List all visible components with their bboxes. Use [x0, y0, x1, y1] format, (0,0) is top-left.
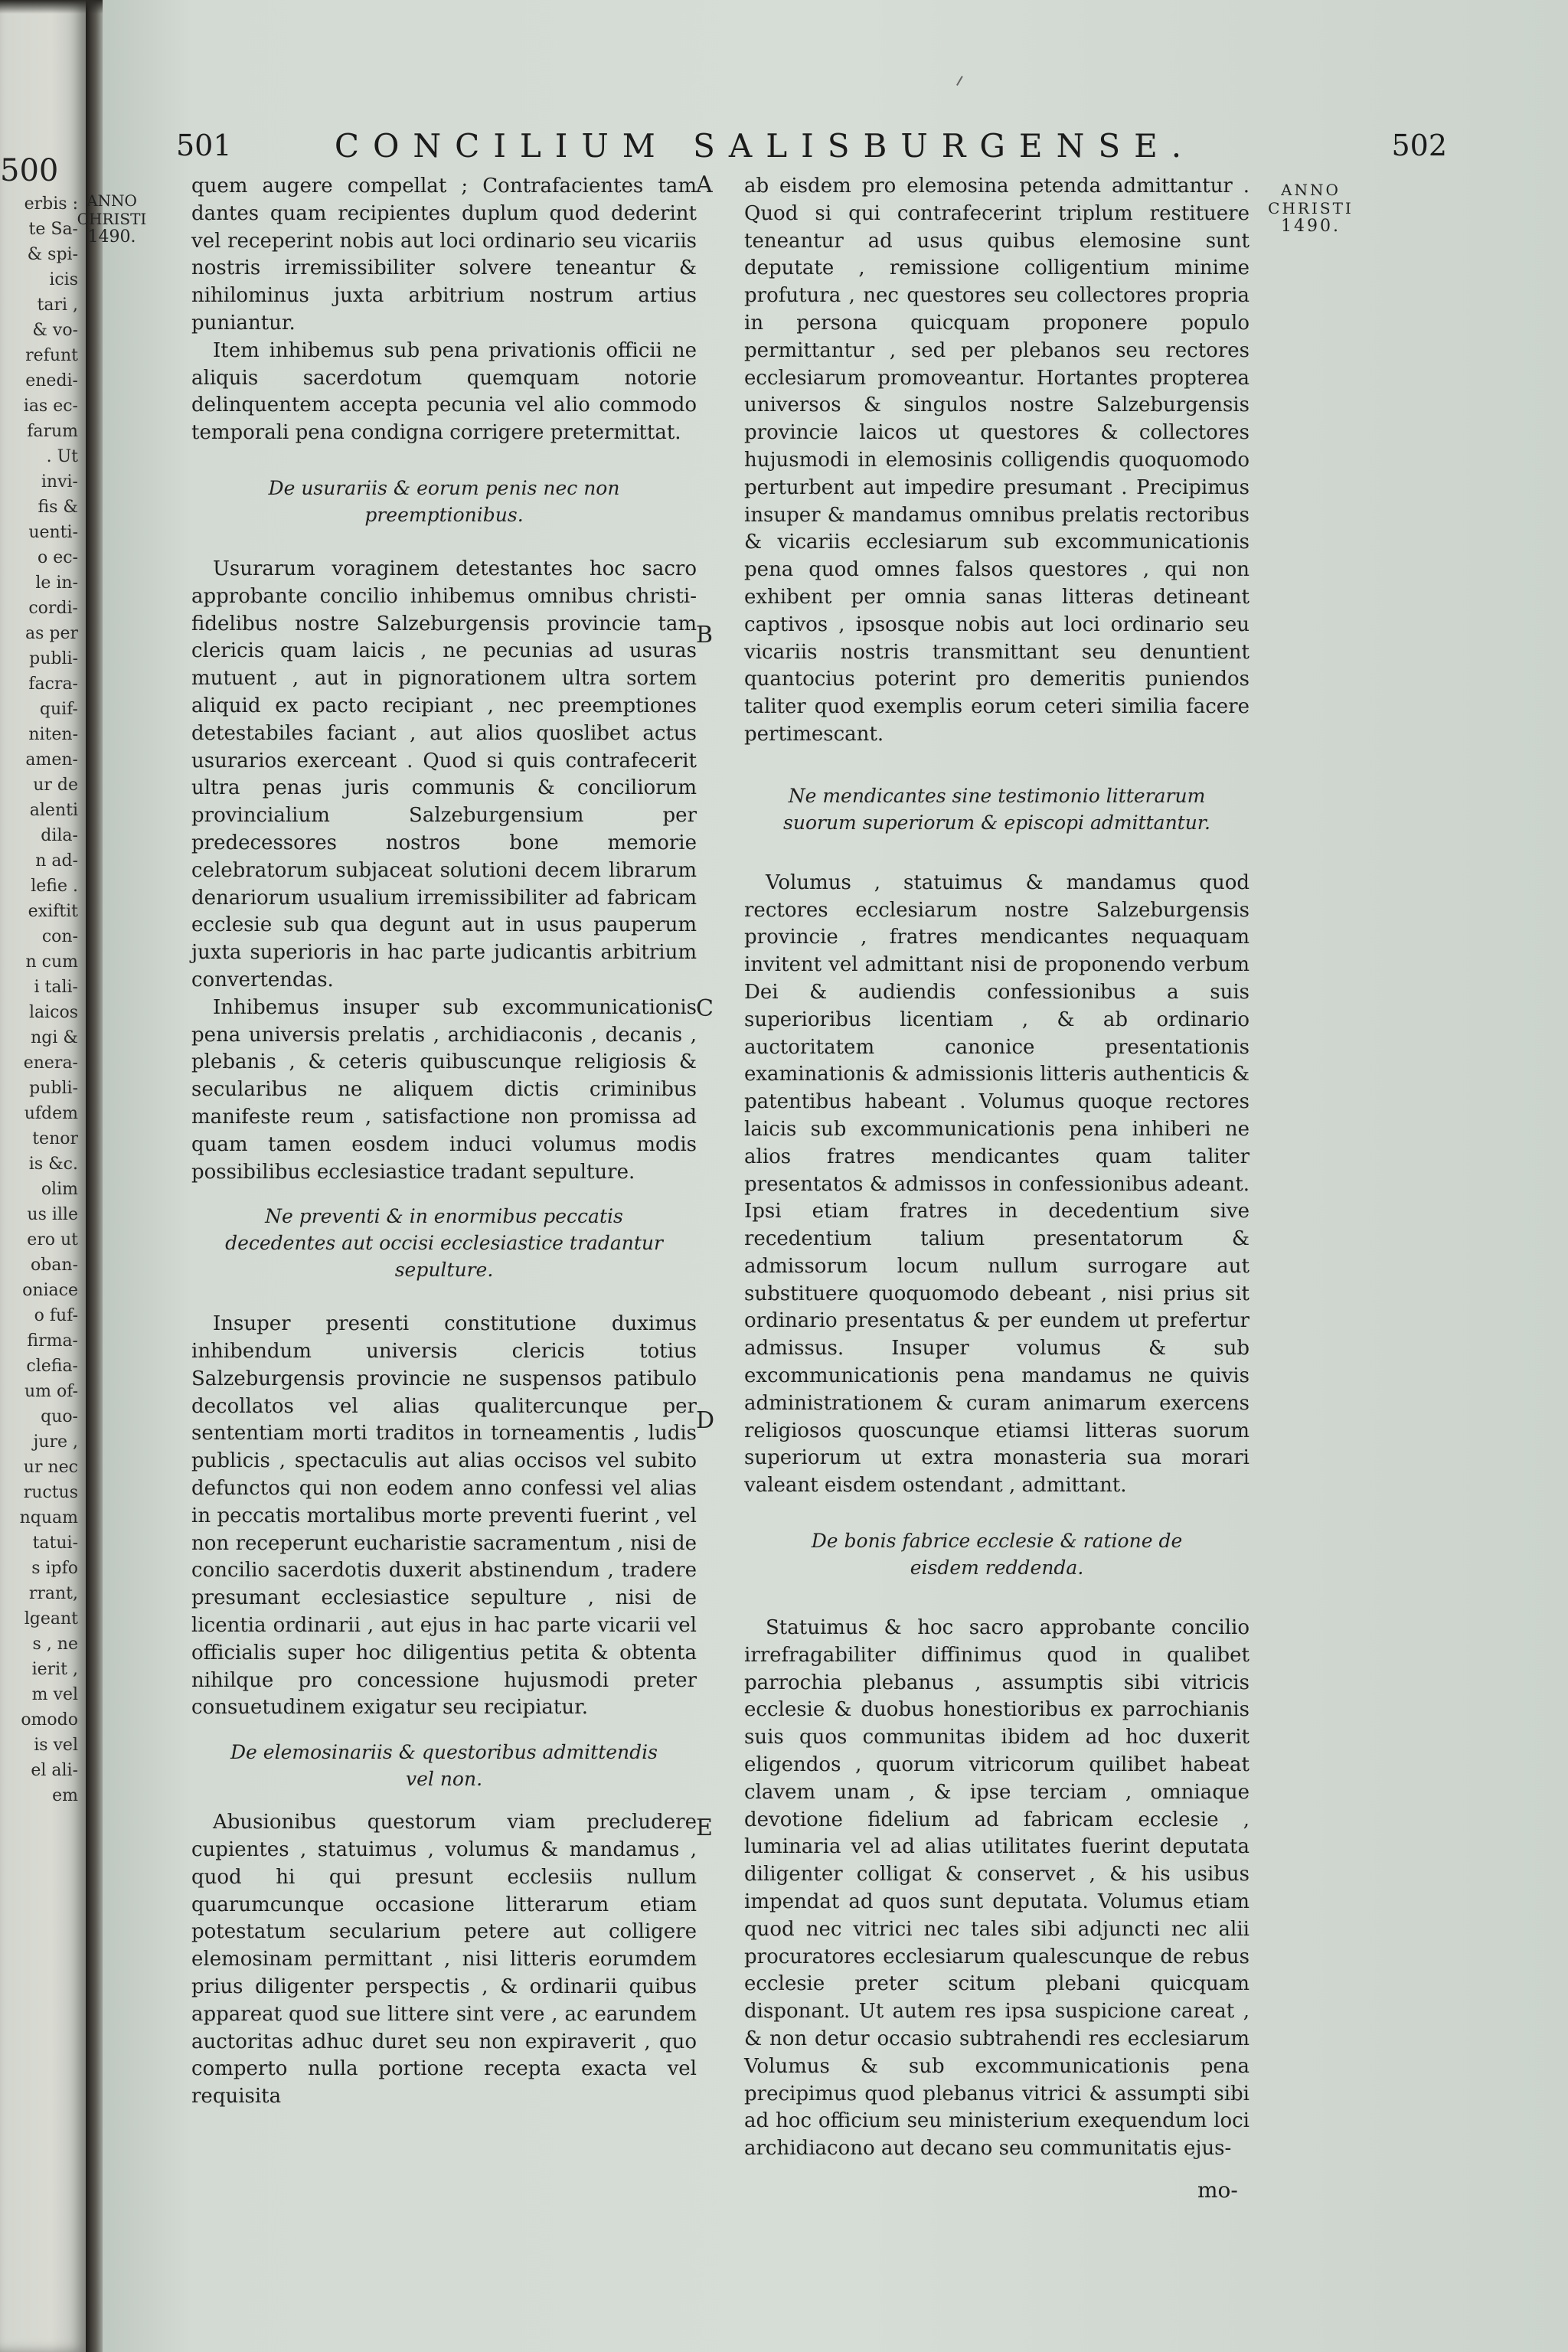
section-letter-e: E — [696, 1815, 713, 1841]
previous-page-fragment: ructus — [23, 1483, 78, 1502]
previous-page-fragment: fis & — [38, 498, 78, 517]
previous-page-fragment: invi- — [41, 472, 78, 492]
previous-page-fragment: clefia- — [26, 1357, 78, 1376]
running-head — [103, 122, 1568, 168]
running-title: CONCILIUM SALISBURGENSE. — [334, 127, 1196, 165]
previous-page-fragment: & vo- — [32, 321, 78, 340]
section-heading: De usurariis & eorum penis nec non preemptionibus. — [268, 476, 620, 526]
margin-note-right: ANNO CHRISTI 1490. — [1268, 181, 1354, 236]
catchword: mo- — [1197, 2177, 1238, 2203]
previous-page-fragment: oniace — [22, 1281, 78, 1300]
previous-page-fragment: niten- — [28, 725, 78, 744]
previous-page-fragment: el ali- — [31, 1761, 78, 1780]
previous-page-fragment: olim — [41, 1180, 78, 1199]
right-column — [744, 173, 1250, 2163]
section-heading: De bonis fabrice ecclesie & ratione de eisdem reddenda. — [811, 1530, 1183, 1579]
previous-page-fragment: refunt — [25, 346, 78, 365]
page — [77, 0, 1568, 2352]
previous-page-fragments — [2, 191, 78, 1808]
previous-page-fragment: as per — [24, 624, 78, 643]
previous-page-fragment: . Ut — [46, 447, 78, 466]
previous-page-fragment: & spi- — [27, 245, 78, 264]
section-heading: Ne preventi & in enormibus peccatis decedentes aut occisi ecclesiastice tradantur sepulture. — [225, 1205, 663, 1282]
previous-page-fragment: ur nec — [23, 1458, 78, 1477]
previous-page-fragment: m vel — [31, 1685, 78, 1704]
previous-page-fragment: te Sa- — [28, 220, 78, 239]
previous-page-fragment: alenti — [29, 801, 78, 820]
section-letter-c: C — [696, 995, 714, 1022]
section-heading: De elemosinariis & questoribus admittendis vel non. — [230, 1741, 658, 1791]
left-column — [191, 173, 697, 2111]
section-letter-a: A — [696, 172, 713, 198]
page-number-right: 502 — [1391, 129, 1447, 162]
previous-page-fragment: lefie . — [31, 877, 78, 896]
section-letter-d: D — [696, 1407, 715, 1434]
previous-page-fragment: tari , — [37, 296, 78, 315]
ink-mark — [956, 76, 967, 88]
paragraph: quem augere compellat ; Contrafacientes tam dantes quam recipientes duplum quod dederint vel receperint nobis aut loci ordinario seu vicariis nostris irremissibiliter solvere teneantur & nihilominus juxta arbitrium nostrum artius puniantur. — [191, 175, 697, 335]
previous-page-fragment: quif- — [39, 700, 78, 719]
previous-page-fragment: is &c. — [28, 1155, 78, 1174]
previous-page-fragment: uenti- — [28, 523, 78, 542]
paragraph: Volumus , statuimus & mandamus quod rectores ecclesiarum nostre Salzeburgensis provincie , fratres mendicantes nequaquam invitent vel admittant nisi de proponendo verbum Dei & audiendis confessionibus a suis superioribus licentiam , & ab ordinario auctoritatem canonice presentationis examinationis & admissionis litteris authenticis & patentibus habeant . Volumus quoque rectores laicis sub excommunicationis pena inhiberi ne alios fratres mendicantes quam taliter presentatos & admissos in confessionibus adeant. Ipsi etiam fratres in decedentium sive recedentium talium presentatorum & admissorum locum nullum surrogare aut substituere quoquomodo debeant , nisi prius sit ordinario presentatus & per eundem ut prefertur admissus. Insuper volumus & sub excommunicationis pena mandamus ne quivis administrationem & curam animarum exercens religiosos quoscunque etiamsi litteras suorum superiorum ut extra monasteria sua morari valeant eisdem ostendant , admittant. — [744, 871, 1250, 1498]
previous-page-fragment: ur de — [33, 776, 78, 795]
paragraph: Usurarum voraginem detestantes hoc sacro approbante concilio inhibemus omnibus christi-fidelibus nostre Salzeburgensis provincie tam clericis quam laicis , ne pecunias ad usuras mutuent , aut in pignorationem ultra sortem aliquid ex pacto recipiant , nec preemptiones detestabiles faciant , aut alios quoslibet actus usurarios exerceant . Quod si quis contrafecerit ultra penas juris communis & conciliorum provincialium Salzeburgensium per predecessores nostros bone memorie celebratorum subjaceat solutioni decem librarum denariorum usualium irremissibiliter ad fabricam ecclesie sub qua degunt aut in usus pauperum juxta superioris in hac parte judicantis arbitrium convertendas. — [191, 557, 697, 991]
previous-page-fragment: n cum — [25, 952, 78, 972]
paragraph: Insuper presenti constitutione duximus inhibendum universis clericis totius Salzeburgensis provincie ne suspensos patibulo decollatos vel alias qualitercunque per sententiam morti traditos in torneamentis , ludis publicis , spectaculis aut alias occisos vel subito defunctos qui non eodem anno confessi vel alias in peccatis mortalibus morte preventi fuerint , vel non receperunt eucharistie sacramentum , nisi de concilio sacerdotis duxerit abstinendum , tradere presumant ecclesiastice sepulture , nisi de licentia ordinarii , aut ejus in hac parte vicarii vel officialis super hoc diligentius petita & obtenta nihilque pro concessione hujusmodi preter consuetudinem exigatur seu recipiatur. — [191, 1312, 697, 1720]
previous-page-fragment: enera- — [23, 1054, 78, 1073]
previous-page-fragment: s , ne — [32, 1635, 78, 1654]
previous-page-fragment: ierit , — [31, 1660, 78, 1679]
previous-page-fragment: farum — [27, 422, 78, 441]
previous-page-fragment: firma- — [27, 1331, 78, 1351]
previous-page-fragment: ias ec- — [23, 397, 78, 416]
previous-page-fragment: exiftit — [28, 902, 78, 921]
previous-page-number: 500 — [0, 153, 59, 188]
previous-page-fragment: jure , — [33, 1432, 78, 1452]
previous-page-fragment: tenor — [32, 1129, 78, 1148]
previous-page-fragment: rrant, — [28, 1584, 78, 1603]
previous-page-fragment: o fuf- — [34, 1306, 78, 1325]
paragraph: Abusionibus questorum viam precludere cupientes , statuimus , volumus & mandamus , quod hi qui presunt ecclesiis nullum quarumcunque occasione litterarum etiam potestatum secularium petere aut colligere elemosinam permittant , nisi litteris eorumdem prius diligenter perspectis , & ordinarii quibus appareat quod sue littere sint vere , ac earundem auctoritas adhuc duret seu non expiraverit , quo comperto nulla portione recepta exacta vel requisita — [191, 1811, 697, 2109]
previous-page-fragment: facra- — [28, 675, 78, 694]
paragraph: Item inhibemus sub pena privationis officii ne aliquis sacerdotum quemquam notorie delinquentem accepta pecunia vel alio commodo temporali pena condigna corrigere pretermittat. — [191, 338, 697, 445]
previous-page-fragment: s ipfo — [31, 1559, 78, 1578]
previous-page-fragment: o ec- — [37, 548, 78, 567]
previous-page-fragment: omodo — [21, 1710, 78, 1730]
previous-page-fragment: amen- — [25, 750, 78, 769]
previous-page-fragment: ero ut — [27, 1230, 78, 1250]
margin-note-left: ANNO CHRISTI 1490. — [77, 191, 147, 247]
previous-page-fragment: dila- — [41, 826, 78, 845]
previous-page-fragment: em — [52, 1786, 78, 1805]
previous-page-fragment: tatui- — [32, 1534, 78, 1553]
previous-page-fragment: laicos — [28, 1003, 78, 1022]
previous-page-fragment: con- — [41, 927, 78, 946]
previous-page-fragment: nquam — [19, 1508, 78, 1527]
paragraph: ab eisdem pro elemosina petenda admittantur . Quod si qui contrafecerint triplum restituere teneantur ad usus quibus elemosine sunt deputate , remissione colligentium minime profutura , nec questores seu collectores propria in persona quicquam proponere populo permittantur , sed per plebanos seu rectores ecclesiarum promoveantur. Hortantes propterea universos & singulos nostre Salzeburgensis provincie laicos ut questores & collectores hujusmodi in elemosinis colligendis quoquomodo perturbent aut impedire presumant . Precipimus insuper & mandamus omnibus prelatis rectoribus & vicariis ecclesiarum sub excommunicationis pena quod omnes falsos questores , qui non exhibent per omnia sanas litteras detineant captivos , ipsosque nobis aut loci ordinario seu vicariis nostris transmittant seu denuntient quantocius poterint pro demeritis puniendos taliter quod exemplis eorum ceteri similia facere pertimescant. — [744, 175, 1250, 746]
previous-page-fragment: erbis : — [24, 194, 78, 214]
section-heading: Ne mendicantes sine testimonio litterarum suorum superiorum & episcopi admittantur. — [783, 784, 1210, 834]
section-letter-b: B — [696, 622, 714, 648]
previous-page-edge — [0, 0, 86, 2352]
previous-page-fragment: i tali- — [34, 978, 78, 997]
paragraph: Statuimus & hoc sacro approbante concilio irrefragabiliter diffinimus quod in qualibet parrochia plebanus , assumptis sibi vitricis ecclesie & duobus honestioribus ex parrochianis suis quos communitas ibidem ad hoc duxerit eligendos , quorum vitricorum quilibet habeat clavem unam , & ipse terciam , omniaque devotione fidelium ad fabricam ecclesie , luminaria vel ad alias utilitates fuerint deputata diligenter colligat & conservet , & his usibus impendat ad quos sunt deputata. Volumus etiam quod nec vitrici nec tales sibi adjuncti nec alii procuratores ecclesiarum qualescunque de rebus ecclesie preter scitum plebani quicquam disponant. Ut autem res ipsa suspicione careat , & non detur occasio subtrahendi res ecclesiarum Volumus & sub excommunicationis pena precipimus quod plebanus vitrici & assumpti sibi ad hoc officium seu ministerium exequendum loci archidiacono aut decano seu communitatis ejus- — [744, 1616, 1250, 2161]
previous-page-fragment: oban- — [30, 1256, 78, 1275]
previous-page-fragment: us ille — [27, 1205, 78, 1224]
page-number-left: 501 — [176, 129, 232, 162]
previous-page-fragment: lgeant — [24, 1609, 78, 1628]
previous-page-fragment: n ad- — [35, 851, 78, 871]
previous-page-fragment: ufdem — [24, 1104, 78, 1123]
previous-page-fragment: enedi- — [25, 371, 78, 390]
previous-page-fragment: is vel — [34, 1736, 78, 1755]
previous-page-fragment: um of- — [24, 1382, 78, 1401]
previous-page-fragment: ngi & — [31, 1028, 78, 1047]
previous-page-fragment: publi- — [29, 1079, 78, 1098]
paragraph: Inhibemus insuper sub excommunicationis pena universis prelatis , archidiaconis , decanis , plebanis , & ceteris quibuscunque religiosis & secularibus ne aliquem dictis criminibus manifeste reum , satisfactione non promissa ad quam tamen eosdem induci volumus modis possibilibus ecclesiastice tradant sepulture. — [191, 995, 697, 1184]
previous-page-fragment: le in- — [35, 573, 78, 593]
previous-page-fragment: quo- — [41, 1407, 78, 1426]
book-gutter — [86, 0, 103, 2352]
previous-page-fragment: icis — [49, 270, 78, 289]
previous-page-fragment: cordi- — [28, 599, 78, 618]
previous-page-fragment: publi- — [29, 649, 78, 668]
